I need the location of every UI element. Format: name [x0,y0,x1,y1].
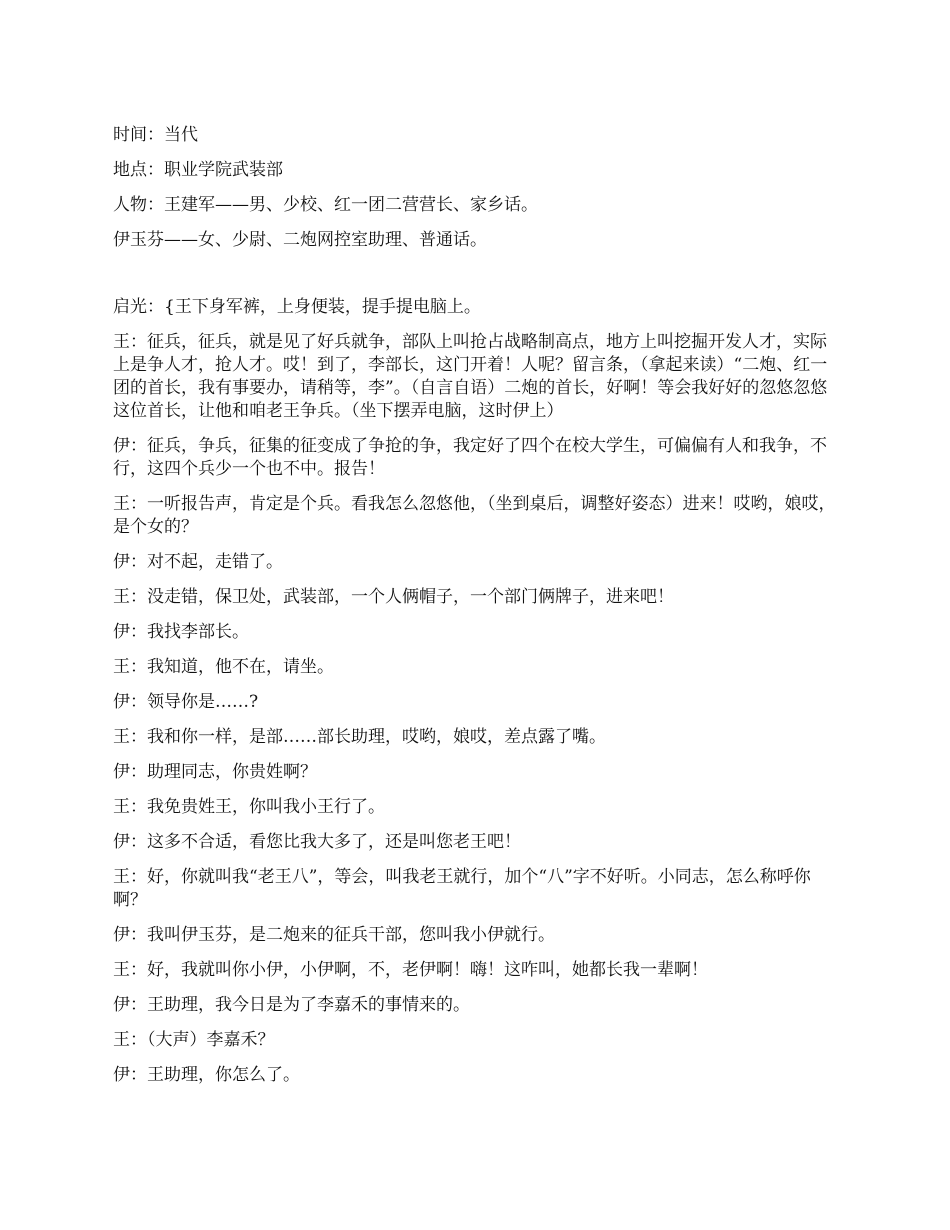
dialogue-line: 伊：我找李部长。 [113,622,249,642]
dialogue-line: 王：我知道，他不在，请坐。 [113,657,334,677]
dialogue-line: 王：（大声）李嘉禾？ [113,1030,275,1050]
dialogue-line: 王：征兵，征兵，就是见了好兵就争，部队上叫抢占战略制高点，地方上叫挖掘开发人才，实际上是争人才，抢人才。哎！到了，李部长，这门开着！人呢？留言条，（拿起来读）“二炮、红一团的首长，我有事要办，请稍等，李”。（自言自语）二炮的首长，好啊！等会我好好的忽悠忽悠这位首长，让他和咱老王争兵。（坐下摆弄电脑，这时伊上） [113,332,828,421]
dialogue-line: 伊：我叫伊玉芬，是二炮来的征兵干部，您叫我小伊就行。 [113,925,555,945]
header-character-wang: 人物：王建军——男、少校、红一团二营营长、家乡话。 [113,195,538,215]
stage-direction: 启光：{王下身军裤，上身便装，提手提电脑上。 [113,297,481,317]
dialogue-line: 王：我和你一样，是部……部长助理，哎哟，娘哎，差点露了嘴。 [113,727,606,747]
section-gap [113,264,841,296]
header-location: 地点：职业学院武装部 [113,160,283,180]
dialogue-line: 王：没走错，保卫处，武装部，一个人俩帽子，一个部门俩牌子，进来吧！ [113,587,674,607]
dialogue-line: 伊：这多不合适，看您比我大多了，还是叫您老王吧！ [113,832,521,852]
script-document [113,124,841,1099]
dialogue-line: 伊：对不起，走错了。 [113,552,283,572]
dialogue-line: 伊：领导你是……? [113,692,259,712]
dialogue-line: 伊：征兵，争兵，征集的征变成了争抢的争，我定好了四个在校大学生，可偏偏有人和我争，不行，这四个兵少一个也不中。报告！ [113,436,827,479]
dialogue-line: 王：好，你就叫我“老王八”，等会，叫我老王就行，加个“八”字不好听。小同志，怎么称呼你啊？ [113,867,811,910]
header-time: 时间：当代 [113,125,198,145]
dialogue-line: 王：我免贵姓王，你叫我小王行了。 [113,797,385,817]
dialogue-line: 伊：助理同志，你贵姓啊？ [113,762,317,782]
dialogue-line: 伊：王助理，我今日是为了李嘉禾的事情来的。 [113,995,470,1015]
dialogue-line: 伊：王助理，你怎么了。 [113,1065,300,1085]
dialogue-line: 王：一听报告声，肯定是个兵。看我怎么忽悠他，（坐到桌后，调整好姿态）进来！哎哟，娘哎，是个女的？ [113,494,836,537]
dialogue-line: 王：好，我就叫你小伊，小伊啊，不，老伊啊！嗨！这咋叫，她都长我一辈啊！ [113,960,708,980]
header-character-yi: 伊玉芬——女、少尉、二炮网控室助理、普通话。 [113,230,487,250]
